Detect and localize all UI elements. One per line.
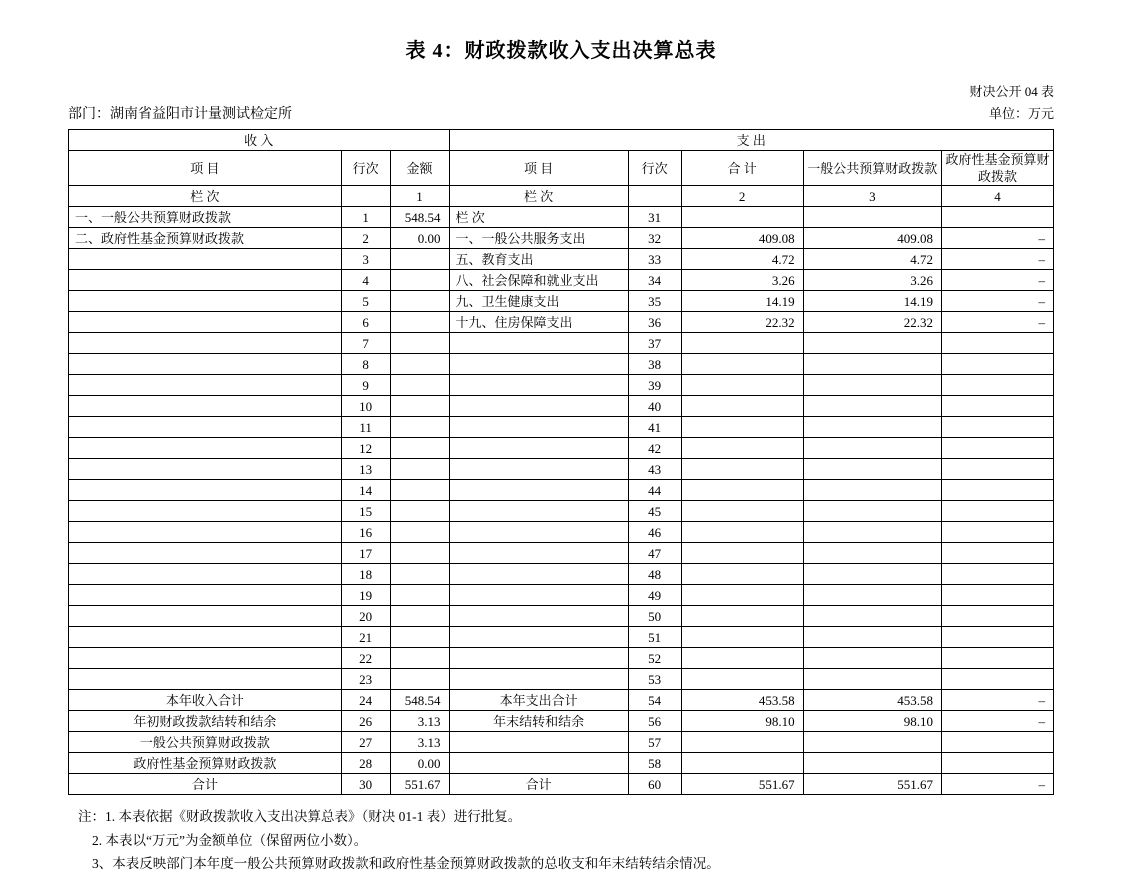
cell-exp-line: 54 [628,690,681,711]
cell-exp-fund [942,669,1054,690]
cell-exp-fund: – [942,690,1054,711]
cell-exp-total [681,585,803,606]
form-code: 财决公开 04 表 [969,84,1054,99]
cell-exp-total [681,732,803,753]
cell-exp-item: 八、社会保障和就业支出 [449,270,628,291]
cell-exp-total [681,375,803,396]
cell-exp-total: 551.67 [681,774,803,795]
table-body [69,207,1054,795]
cell-income-line: 17 [341,543,390,564]
cell-exp-item: 五、教育支出 [449,249,628,270]
cell-exp-line: 50 [628,606,681,627]
cell-exp-fund [942,564,1054,585]
colnum-exp-line [628,186,681,207]
cell-income-item: 政府性基金预算财政拨款 [69,753,342,774]
cell-income-line: 2 [341,228,390,249]
cell-exp-general [803,396,941,417]
table-row [69,753,1054,774]
cell-exp-total [681,396,803,417]
cell-exp-general [803,417,941,438]
table-row [69,228,1054,249]
cell-income-amount [390,480,449,501]
cell-exp-line: 57 [628,732,681,753]
cell-exp-total: 98.10 [681,711,803,732]
cell-exp-item [449,753,628,774]
col-header-exp-item: 项 目 [449,151,628,186]
cell-exp-line: 53 [628,669,681,690]
cell-exp-general [803,543,941,564]
cell-exp-general [803,354,941,375]
cell-income-line: 4 [341,270,390,291]
cell-exp-item [449,354,628,375]
cell-exp-total [681,438,803,459]
cell-exp-item [449,438,628,459]
table-group-header-row [69,130,1054,151]
page-title: 表 4：财政拨款收入支出决算总表 [405,40,717,62]
cell-exp-item [449,627,628,648]
cell-income-line: 12 [341,438,390,459]
cell-exp-line: 46 [628,522,681,543]
cell-income-line: 19 [341,585,390,606]
table-row [69,585,1054,606]
cell-exp-line: 38 [628,354,681,375]
cell-exp-fund [942,753,1054,774]
cell-exp-general: 14.19 [803,291,941,312]
cell-income-item [69,543,342,564]
cell-exp-item: 栏 次 [449,207,628,228]
cell-exp-general [803,753,941,774]
cell-exp-line: 39 [628,375,681,396]
cell-exp-line: 33 [628,249,681,270]
table-row [69,690,1054,711]
note-3: 3、本表反映部门本年度一般公共预算财政拨款和政府性基金预算财政拨款的总收支和年末结转结余情况。 [92,856,720,872]
cell-exp-general [803,333,941,354]
cell-exp-item [449,669,628,690]
cell-income-line: 22 [341,648,390,669]
cell-exp-item: 九、卫生健康支出 [449,291,628,312]
cell-exp-total [681,459,803,480]
cell-income-item [69,312,342,333]
cell-exp-line: 41 [628,417,681,438]
cell-income-amount [390,333,449,354]
notes-block [0,805,1122,876]
table-row [69,627,1054,648]
col-header-exp-fund: 政府性基金预算财政拨款 [942,151,1054,186]
cell-income-line: 20 [341,606,390,627]
table-row [69,480,1054,501]
cell-income-line: 27 [341,732,390,753]
cell-exp-total: 3.26 [681,270,803,291]
cell-exp-total [681,417,803,438]
col-header-income-line: 行次 [341,151,390,186]
cell-income-amount [390,270,449,291]
cell-exp-item [449,501,628,522]
table-row [69,501,1054,522]
cell-exp-item [449,648,628,669]
cell-exp-fund: – [942,270,1054,291]
cell-income-line: 8 [341,354,390,375]
cell-exp-general: 409.08 [803,228,941,249]
cell-exp-fund: – [942,249,1054,270]
table-row [69,270,1054,291]
cell-income-amount [390,291,449,312]
cell-income-item [69,480,342,501]
cell-exp-fund [942,627,1054,648]
cell-income-amount [390,354,449,375]
cell-income-item [69,564,342,585]
col-header-exp-general: 一般公共预算财政拨款 [803,151,941,186]
cell-exp-line: 36 [628,312,681,333]
cell-exp-general: 551.67 [803,774,941,795]
cell-exp-total [681,501,803,522]
cell-income-item [69,669,342,690]
table-column-number-row [69,186,1054,207]
table-row [69,333,1054,354]
cell-income-item: 一、一般公共预算财政拨款 [69,207,342,228]
table-row [69,774,1054,795]
cell-exp-item [449,480,628,501]
cell-exp-item [449,459,628,480]
cell-exp-total [681,543,803,564]
cell-exp-total [681,354,803,375]
cell-exp-line: 44 [628,480,681,501]
cell-exp-line: 34 [628,270,681,291]
cell-exp-item [449,522,628,543]
cell-exp-item: 合计 [449,774,628,795]
cell-exp-total [681,333,803,354]
cell-income-item [69,333,342,354]
cell-exp-line: 56 [628,711,681,732]
cell-exp-line: 58 [628,753,681,774]
cell-income-item [69,270,342,291]
cell-income-amount [390,396,449,417]
cell-income-item: 二、政府性基金预算财政拨款 [69,228,342,249]
cell-income-item: 合计 [69,774,342,795]
cell-exp-total [681,480,803,501]
cell-income-amount [390,459,449,480]
cell-exp-item [449,417,628,438]
cell-exp-general [803,459,941,480]
cell-income-item [69,417,342,438]
cell-exp-line: 48 [628,564,681,585]
cell-exp-item: 一、一般公共服务支出 [449,228,628,249]
department-row [0,103,1122,123]
document-page [0,34,1122,872]
table-row [69,606,1054,627]
cell-exp-total: 453.58 [681,690,803,711]
table-row [69,522,1054,543]
cell-income-amount [390,312,449,333]
table-row [69,711,1054,732]
colnum-exp-total: 2 [681,186,803,207]
colnum-income-amount: 1 [390,186,449,207]
cell-exp-fund [942,459,1054,480]
cell-income-item [69,585,342,606]
cell-income-item [69,291,342,312]
cell-exp-line: 42 [628,438,681,459]
cell-exp-line: 47 [628,543,681,564]
cell-exp-total [681,669,803,690]
cell-exp-general [803,585,941,606]
cell-exp-item [449,333,628,354]
cell-exp-item [449,585,628,606]
cell-exp-line: 60 [628,774,681,795]
cell-income-line: 5 [341,291,390,312]
cell-income-amount [390,606,449,627]
cell-exp-item: 年末结转和结余 [449,711,628,732]
cell-exp-item [449,543,628,564]
table-row [69,354,1054,375]
cell-exp-general [803,207,941,228]
cell-exp-fund: – [942,711,1054,732]
cell-exp-item [449,396,628,417]
table-row [69,564,1054,585]
cell-exp-fund [942,606,1054,627]
cell-income-line: 30 [341,774,390,795]
cell-exp-general [803,522,941,543]
budget-table [68,129,1054,795]
cell-exp-line: 32 [628,228,681,249]
cell-income-line: 16 [341,522,390,543]
table-row [69,291,1054,312]
colnum-income-line [341,186,390,207]
cell-exp-item: 本年支出合计 [449,690,628,711]
cell-exp-total: 409.08 [681,228,803,249]
cell-income-line: 3 [341,249,390,270]
unit-label: 单位：万元 [988,106,1054,121]
cell-exp-general [803,438,941,459]
cell-income-line: 1 [341,207,390,228]
cell-income-item [69,354,342,375]
department-label: 部门：湖南省益阳市计量测试检定所 [68,107,292,122]
cell-income-item [69,648,342,669]
cell-exp-total [681,207,803,228]
table-row [69,312,1054,333]
cell-income-item [69,627,342,648]
colnum-exp-general: 3 [803,186,941,207]
table-row [69,669,1054,690]
cell-exp-general: 22.32 [803,312,941,333]
cell-income-amount [390,249,449,270]
cell-income-line: 24 [341,690,390,711]
col-header-income-amount: 金额 [390,151,449,186]
cell-income-item: 一般公共预算财政拨款 [69,732,342,753]
cell-income-line: 6 [341,312,390,333]
note-2: 2. 本表以“万元”为金额单位（保留两位小数）。 [92,832,368,848]
cell-exp-item [449,375,628,396]
cell-income-item [69,501,342,522]
cell-exp-fund: – [942,312,1054,333]
cell-exp-line: 40 [628,396,681,417]
cell-income-amount [390,543,449,564]
table-column-header-row [69,151,1054,186]
cell-exp-total [681,606,803,627]
cell-income-amount: 3.13 [390,711,449,732]
cell-income-line: 14 [341,480,390,501]
cell-exp-fund [942,354,1054,375]
cell-exp-line: 52 [628,648,681,669]
table-row [69,543,1054,564]
cell-exp-item [449,606,628,627]
cell-exp-general: 98.10 [803,711,941,732]
cell-income-amount: 548.54 [390,207,449,228]
cell-exp-fund [942,396,1054,417]
cell-exp-general [803,375,941,396]
cell-income-line: 26 [341,711,390,732]
cell-income-amount [390,648,449,669]
table-row [69,207,1054,228]
cell-exp-fund [942,333,1054,354]
cell-exp-general [803,669,941,690]
table-row [69,648,1054,669]
cell-exp-general: 4.72 [803,249,941,270]
cell-income-line: 13 [341,459,390,480]
cell-exp-total [681,627,803,648]
group-header-expenditure: 支 出 [449,130,1053,151]
cell-income-amount [390,438,449,459]
colnum-income-label: 栏 次 [69,186,342,207]
cell-exp-line: 49 [628,585,681,606]
cell-exp-total [681,753,803,774]
cell-income-amount [390,501,449,522]
table-row [69,249,1054,270]
cell-exp-total: 14.19 [681,291,803,312]
cell-exp-line: 35 [628,291,681,312]
cell-exp-total [681,522,803,543]
cell-exp-fund [942,438,1054,459]
group-header-income: 收 入 [69,130,450,151]
cell-exp-general [803,648,941,669]
cell-income-amount: 551.67 [390,774,449,795]
cell-exp-total [681,564,803,585]
cell-exp-item [449,732,628,753]
cell-income-amount: 548.54 [390,690,449,711]
cell-exp-fund [942,732,1054,753]
cell-income-amount [390,669,449,690]
cell-exp-general: 453.58 [803,690,941,711]
cell-income-item [69,522,342,543]
col-header-exp-line: 行次 [628,151,681,186]
col-header-income-item: 项 目 [69,151,342,186]
cell-income-item [69,396,342,417]
cell-exp-total: 22.32 [681,312,803,333]
cell-income-amount [390,564,449,585]
col-header-exp-total: 合 计 [681,151,803,186]
cell-income-line: 28 [341,753,390,774]
cell-exp-general [803,564,941,585]
cell-income-amount [390,417,449,438]
cell-exp-general [803,501,941,522]
cell-income-line: 7 [341,333,390,354]
cell-income-line: 21 [341,627,390,648]
cell-exp-total [681,648,803,669]
cell-exp-line: 43 [628,459,681,480]
cell-exp-fund: – [942,291,1054,312]
cell-income-item [69,459,342,480]
form-code-row [0,81,1122,99]
cell-exp-line: 31 [628,207,681,228]
cell-income-amount: 0.00 [390,228,449,249]
table-row [69,417,1054,438]
cell-exp-total: 4.72 [681,249,803,270]
cell-income-amount [390,522,449,543]
cell-exp-line: 45 [628,501,681,522]
colnum-exp-fund: 4 [942,186,1054,207]
colnum-exp-label: 栏 次 [449,186,628,207]
table-row [69,438,1054,459]
cell-exp-general [803,732,941,753]
cell-exp-fund [942,480,1054,501]
cell-income-item [69,606,342,627]
cell-exp-fund [942,585,1054,606]
cell-income-amount: 0.00 [390,753,449,774]
cell-income-line: 23 [341,669,390,690]
cell-exp-fund [942,417,1054,438]
cell-exp-fund [942,501,1054,522]
cell-exp-line: 51 [628,627,681,648]
cell-exp-general [803,627,941,648]
cell-exp-fund [942,375,1054,396]
table-row [69,459,1054,480]
cell-income-amount [390,585,449,606]
cell-income-amount [390,375,449,396]
cell-income-line: 15 [341,501,390,522]
cell-exp-general [803,480,941,501]
cell-income-line: 18 [341,564,390,585]
cell-income-item [69,375,342,396]
cell-exp-fund: – [942,228,1054,249]
cell-exp-item: 十九、住房保障支出 [449,312,628,333]
cell-exp-line: 37 [628,333,681,354]
cell-exp-general [803,606,941,627]
cell-exp-fund [942,543,1054,564]
cell-income-amount [390,627,449,648]
cell-income-item [69,438,342,459]
cell-exp-general: 3.26 [803,270,941,291]
cell-income-item: 年初财政拨款结转和结余 [69,711,342,732]
cell-income-line: 10 [341,396,390,417]
cell-exp-fund: – [942,774,1054,795]
cell-income-amount: 3.13 [390,732,449,753]
cell-income-item [69,249,342,270]
cell-income-line: 11 [341,417,390,438]
table-row [69,732,1054,753]
cell-exp-item [449,564,628,585]
table-row [69,375,1054,396]
cell-exp-fund [942,207,1054,228]
cell-income-item: 本年收入合计 [69,690,342,711]
note-1: 注：1. 本表依据《财政拨款收入支出决算总表》（财决 01-1 表）进行批复。 [78,809,522,824]
table-row [69,396,1054,417]
cell-income-line: 9 [341,375,390,396]
cell-exp-fund [942,522,1054,543]
cell-exp-fund [942,648,1054,669]
